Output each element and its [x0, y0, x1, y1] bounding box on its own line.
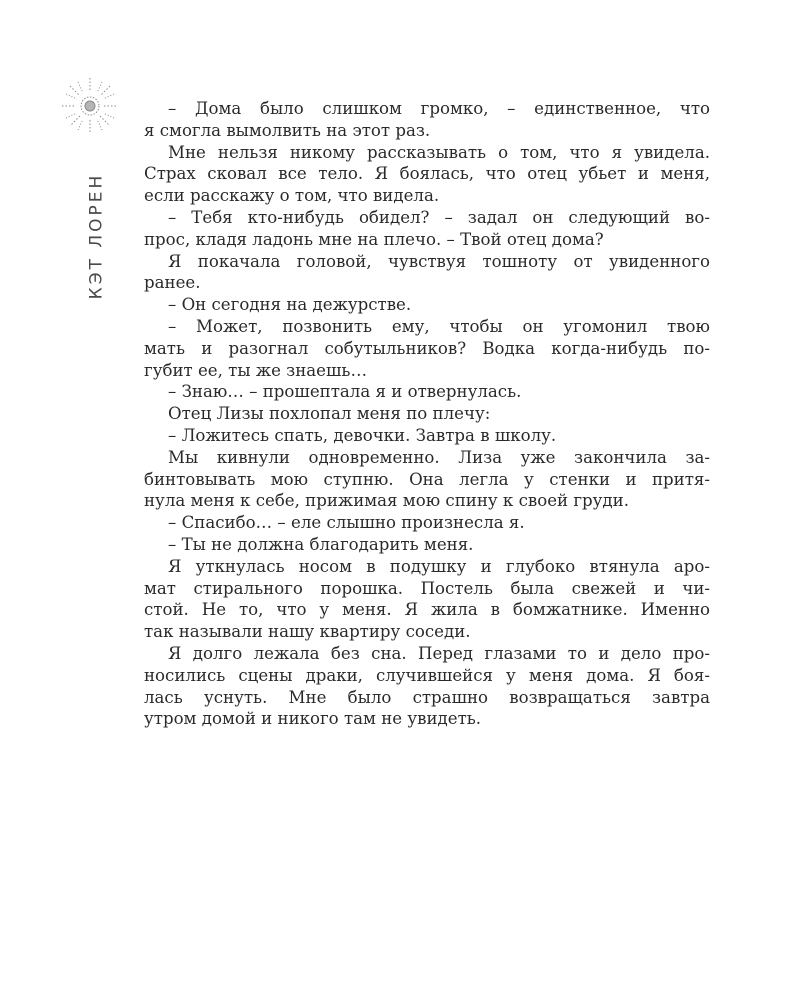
- text-line: ранее.: [144, 273, 201, 293]
- text-line: нула меня к себе, прижимая мою спину к своей груди.: [144, 491, 629, 511]
- text-line: губит ее, ты же знаешь…: [144, 360, 368, 380]
- text-line: Страх сковал все тело. Я боялась, что отец убьет и меня,: [144, 164, 710, 184]
- text-line: Мы кивнули одновременно. Лиза уже закончила за-: [168, 447, 710, 467]
- text-line: лась уснуть. Мне было страшно возвращаться завтра: [144, 687, 710, 707]
- text-line: бинтовывать мою ступню. Она легла у стенки и притя-: [144, 469, 710, 489]
- text-line: – Спасибо… – еле слышно произнесла я.: [168, 513, 525, 533]
- running-head: [86, 172, 107, 300]
- text-line: – Ложитесь спать, девочки. Завтра в школу.: [168, 425, 557, 445]
- text-line: – Ты не должна благодарить меня.: [168, 534, 474, 554]
- text-line: – Он сегодня на дежурстве.: [168, 295, 412, 315]
- text-line: – Дома было слишком громко, – единственное, что: [168, 99, 710, 118]
- text-line: Отец Лизы похлопал меня по плечу:: [168, 404, 491, 424]
- text-line: я смогла вымолвить на этот раз.: [144, 120, 431, 140]
- text-line: – Знаю… – прошептала я и отвернулась.: [168, 382, 522, 402]
- text-line: Я покачала головой, чувствуя тошноту от увиденного: [168, 251, 710, 271]
- text-line: стой. Не то, что у меня. Я жила в бомжатнике. Именно: [144, 600, 710, 620]
- text-line: если расскажу о том, что видела.: [144, 186, 440, 206]
- text-line: так называли нашу квартиру соседи.: [144, 622, 471, 642]
- text-line: носились сцены драки, случившейся у меня дома. Я боя-: [144, 665, 710, 685]
- text-line: мать и разогнал собутыльников? Водка когда-нибудь по-: [144, 338, 710, 358]
- text-line: Я долго лежала без сна. Перед глазами то и дело про-: [168, 643, 710, 663]
- page-body-text: [144, 98, 710, 730]
- text-line: утром домой и никого там не увидеть.: [144, 709, 482, 729]
- text-line: прос, кладя ладонь мне на плечо. – Твой отец дома?: [144, 229, 604, 249]
- sun-ornament-icon: [60, 76, 120, 136]
- text-line: Я уткнулась носом в подушку и глубоко втянула аро-: [168, 556, 710, 576]
- text-line: – Тебя кто-нибудь обидел? – задал он следующий во-: [168, 207, 710, 227]
- text-line: мат стирального порошка. Постель была свежей и чи-: [144, 578, 710, 598]
- text-line: – Может, позвонить ему, чтобы он угомонил твою: [168, 316, 710, 336]
- text-line: Мне нельзя никому рассказывать о том, что я увидела.: [168, 142, 710, 162]
- author-name: КЭТ ЛОРЕН: [86, 172, 107, 300]
